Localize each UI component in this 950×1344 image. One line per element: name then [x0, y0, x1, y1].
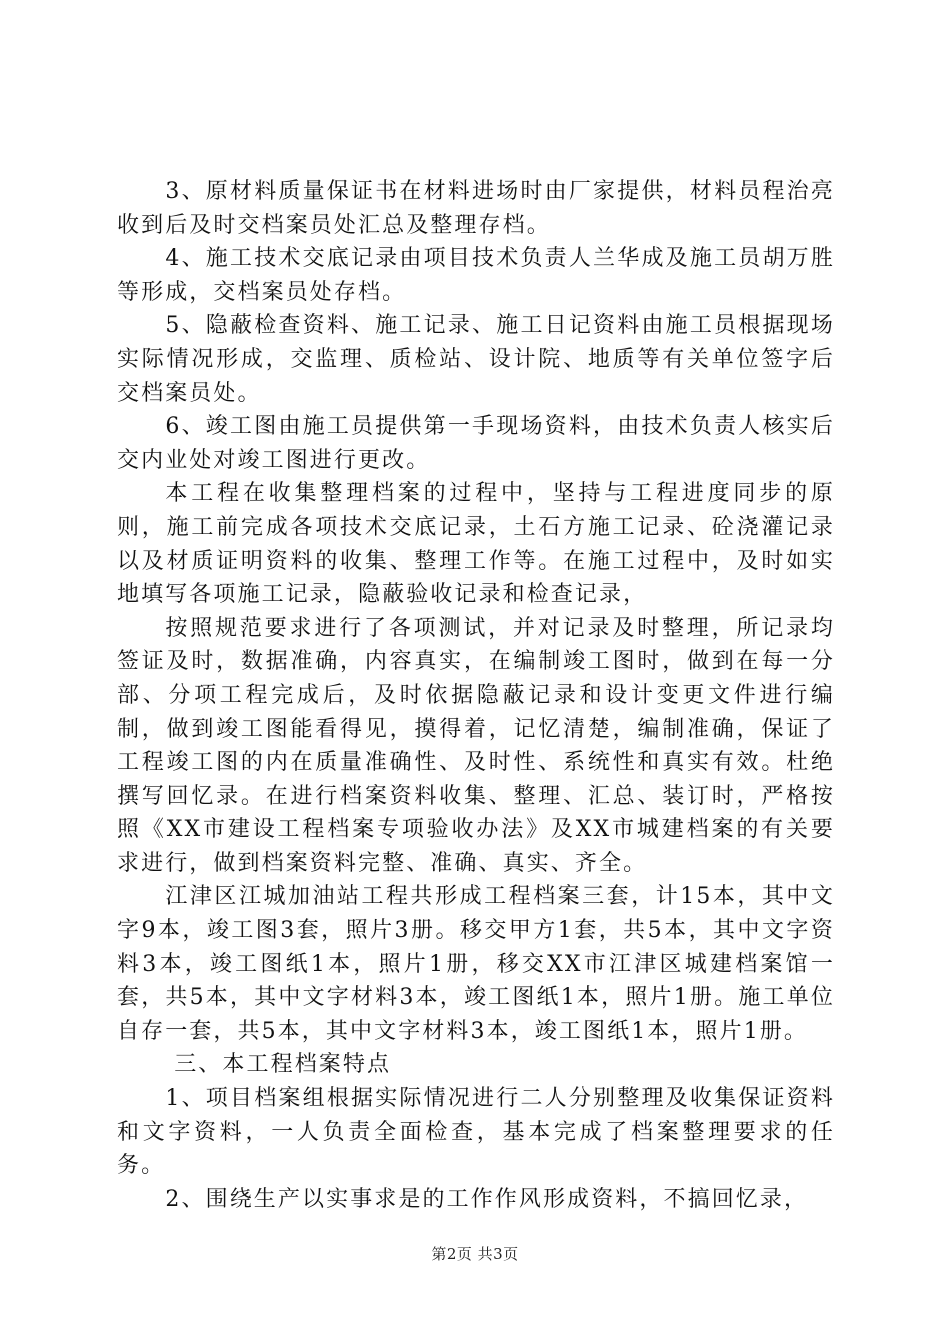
page-number-footer: 第2页 共3页: [431, 1245, 519, 1263]
paragraph-archive-count: 江津区江城加油站工程共形成工程档案三套，计15本，其中文字9本，竣工图3套，照片3册。移交甲方1套，共5本，其中文字资料3本，竣工图纸1本，照片1册，移交XX市江津区城建档案馆一套，共5本，其中文字材料3本，竣工图纸1本，照片1册。施工单位自存一套，共5本，其中文字材料3本，竣工图纸1本，照片1册。: [117, 884, 835, 1044]
paragraph-item-4: 4、施工技术交底记录由项目技术负责人兰华成及施工员胡万胜等形成，交档案员处存档。: [117, 246, 835, 305]
section-heading: 三、本工程档案特点: [174, 1052, 392, 1078]
paragraph-testing-records: 按照规范要求进行了各项测试，并对记录及时整理，所记录均签证及时，数据准确，内容真实，在编制竣工图时，做到在每一分部、分项工程完成后，及时依据隐蔽记录和设计变更文件进行编制，做到竣工图能看得见，摸得着，记忆清楚，编制准确，保证了工程竣工图的内在质量准确性、及时性、系统性和真实有效。杜绝撰写回忆录。在进行档案资料收集、整理、汇总、装订时，严格按照《XX市建设工程档案专项验收办法》及XX市城建档案的有关要求进行，做到档案资料完整、准确、真实、齐全。: [117, 615, 835, 876]
paragraph-feature-2: 2、围绕生产以实事求是的工作作风形成资料，不搞回忆录，: [165, 1186, 809, 1212]
paragraph-item-6: 6、竣工图由施工员提供第一手现场资料，由技术负责人核实后交内业处对竣工图进行更改。: [117, 414, 835, 473]
paragraph-feature-1: 1、项目档案组根据实际情况进行二人分别整理及收集保证资料和文字资料，一人负责全面检查，基本完成了档案整理要求的任务。: [117, 1086, 835, 1179]
paragraph-item-3: 3、原材料质量保证书在材料进场时由厂家提供，材料员程治亮收到后及时交档案员处汇总及整理存档。: [117, 179, 835, 238]
paragraph-item-5: 5、隐蔽检查资料、施工记录、施工日记资料由施工员根据现场实际情况形成，交监理、质检站、设计院、地质等有关单位签字后交档案员处。: [117, 313, 835, 406]
paragraph-archive-process: 本工程在收集整理档案的过程中，坚持与工程进度同步的原则，施工前完成各项技术交底记录，土石方施工记录、砼浇灌记录以及材质证明资料的收集、整理工作等。在施工过程中，及时如实地填写各项施工记录，隐蔽验收记录和检查记录，: [117, 481, 835, 608]
document-body: [117, 175, 835, 1216]
